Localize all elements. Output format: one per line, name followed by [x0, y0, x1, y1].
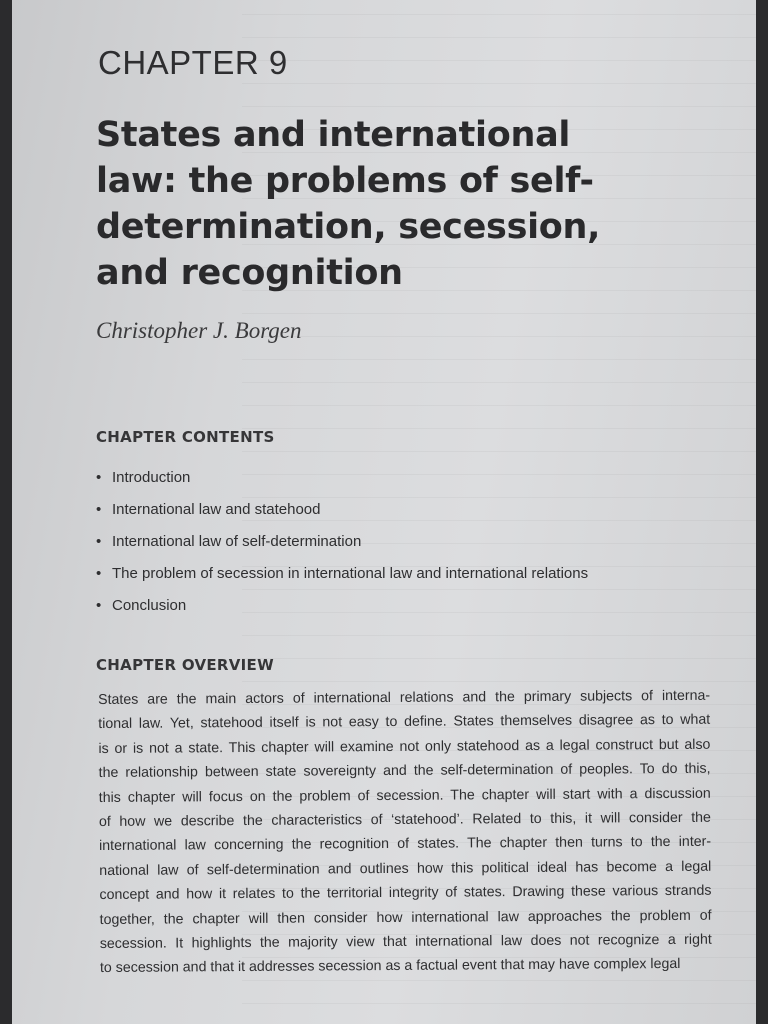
overview-line: the relationship between state sovereignty and the self-determination of peoples. To do this, — [98, 760, 711, 782]
overview-line: together, the chapter will then consider how international law approaches the problem of — [99, 907, 712, 928]
contents-item: • The problem of secession in international law and international relations — [96, 558, 588, 590]
overview-line: this chapter will focus on the problem of secession. The chapter will start with a discussion — [98, 785, 711, 806]
overview-paragraph — [98, 684, 712, 981]
chapter-number: CHAPTER 9 — [98, 44, 288, 81]
contents-item: • International law of self-determination — [96, 526, 588, 558]
overview-line: is or is not a state. This chapter will examine not only statehood as a legal construct but also — [98, 736, 711, 757]
overview-line: tional law. Yet, statehood itself is not easy to define. States themselves disagree as to what — [98, 712, 711, 733]
overview-line: secession. It highlights the majority view that international law does not recognize a right — [99, 931, 712, 953]
overview-line: to secession and that it addresses secession as a factual event that may have complex legal — [99, 956, 681, 977]
contents-item: • Introduction — [96, 462, 588, 494]
chapter-title-line: and recognition — [96, 253, 403, 293]
book-page — [12, 0, 756, 1024]
overview-line: of how we describe the characteristics of ‘statehood’. Related to this, it will consider the — [98, 809, 711, 831]
overview-line: international law concerning the recognition of states. The chapter then turns to the inter- — [99, 834, 712, 855]
overview-line: concept and how it relates to the territorial integrity of states. Drawing these various strands — [99, 882, 712, 904]
contents-heading: CHAPTER CONTENTS — [96, 428, 275, 446]
contents-item: • International law and statehood — [96, 494, 588, 526]
chapter-title — [96, 112, 656, 296]
author-name: Christopher J. Borgen — [96, 318, 302, 343]
overview-line: States are the main actors of international relations and the primary subjects of interna- — [98, 687, 711, 708]
overview-line: national law of self-determination and outlines how this political ideal has become a legal — [99, 858, 712, 879]
chapter-title-line: States and international — [96, 115, 571, 155]
chapter-title-line: law: the problems of self- — [96, 161, 594, 201]
chapter-title-line: determination, secession, — [96, 207, 601, 247]
overview-heading: CHAPTER OVERVIEW — [96, 656, 274, 674]
contents-item: • Conclusion — [96, 590, 588, 622]
contents-list — [96, 462, 588, 622]
